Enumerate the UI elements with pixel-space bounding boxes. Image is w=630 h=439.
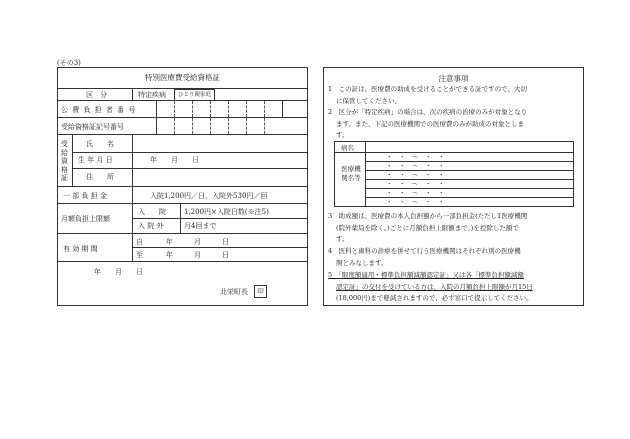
name-label: 氏 名 (86, 140, 114, 148)
issue-date: 年 月 日 (94, 268, 143, 276)
address-label: 住 所 (86, 173, 114, 181)
disease-table (334, 141, 574, 207)
institution-row: ・ ・ ～ ・ ・ (366, 188, 573, 198)
category-value: 特定疾病 (138, 91, 166, 99)
copay-label: 一 部 負 担 金 (63, 192, 107, 200)
outpatient-label: 入 院 外 (138, 222, 164, 230)
recipient-group (58, 135, 307, 187)
payer-number-label: 公 費 負 担 者 番 号 (61, 106, 137, 114)
birth-date-label: 生 年 月 日 (78, 156, 113, 164)
page-label: (その3) (57, 59, 81, 67)
institution-row: ・ ・ ～ ・ ・ (366, 161, 573, 171)
recipient-number-row (58, 118, 307, 135)
validity-from-date: 年 月 日 (166, 238, 229, 246)
copay-value: 入院1,200円／日、入院外530円／回 (150, 192, 268, 200)
notice-item-4: 4 医科と歯科の診療を併せて行う医療機関はそれぞれ別の医療機 関とみなします。 (328, 247, 521, 267)
category-badge: ひとり親家庭 (174, 89, 215, 101)
issuer-name: 北栄町長 (220, 288, 248, 296)
seal-stamp: 印 (254, 285, 267, 298)
copay-row (58, 187, 307, 204)
monthly-limit-row (58, 204, 307, 234)
outpatient-value: 月4回まで (184, 222, 217, 230)
notice-title: 注意事項 (438, 74, 469, 83)
inpatient-label: 入 院 (138, 208, 166, 216)
disease-label: 病名 (341, 144, 354, 152)
notice-panel (323, 67, 584, 306)
category-label: 区 分 (86, 91, 107, 99)
recipient-group-label: 受給資格証 (61, 140, 68, 182)
validity-row (58, 234, 307, 262)
institution-row: ・ ・ ～ ・ ・ (386, 198, 445, 206)
validity-to-label: 至 (136, 251, 143, 259)
recipient-number-label: 受給資格証記号番号 (61, 123, 124, 131)
institution-label: 医療機関名等 (341, 165, 361, 182)
category-row (58, 88, 307, 101)
certificate-card (57, 67, 308, 306)
monthly-limit-label: 月額負担上限額 (61, 215, 110, 223)
validity-label: 有 効 期 間 (63, 245, 98, 253)
institution-row: ・ ・ ～ ・ ・ (366, 170, 573, 180)
institution-row: ・ ・ ～ ・ ・ (366, 179, 573, 189)
notice-item-1: 1 この証は、医療費の助成を受けることができる証ですので、大切 に保管してください。 (328, 85, 528, 105)
inpatient-value: 1,200円×入院日数(※注5) (184, 208, 269, 216)
birth-date-value: 年 月 日 (150, 156, 199, 164)
validity-from-label: 自 (136, 238, 143, 246)
notice-item-3: 3 助成額は、医療費の本人負担額から一部負担金(ただし1医療機関 (院外薬局を除く。)ごとに月額負担上限額まで。)を控除した額で す。 (328, 212, 528, 243)
payer-number-row (58, 101, 307, 118)
certificate-title: 特別医療費受給資格証 (58, 68, 307, 89)
notice-item-5: 5 「限度額適用・標準負担額減額認定証」又は各「標準負担額減額 認定証」の交付を受けている方は、入院の月額負担上限額が月15日 (18,000円)まで軽減されますので、必ず窓口で提示してください。 (328, 271, 533, 302)
institution-rows (366, 152, 573, 206)
notice-item-2: 2 区分が「特定疾病」の場合は、次の疾病の治療のみが対象となり ます。また、下記の医療機関での医療費のみが助成の対象としま す。 (328, 108, 528, 139)
validity-to-date: 年 月 日 (166, 251, 229, 259)
institution-row: ・ ・ ～ ・ ・ (366, 152, 573, 162)
